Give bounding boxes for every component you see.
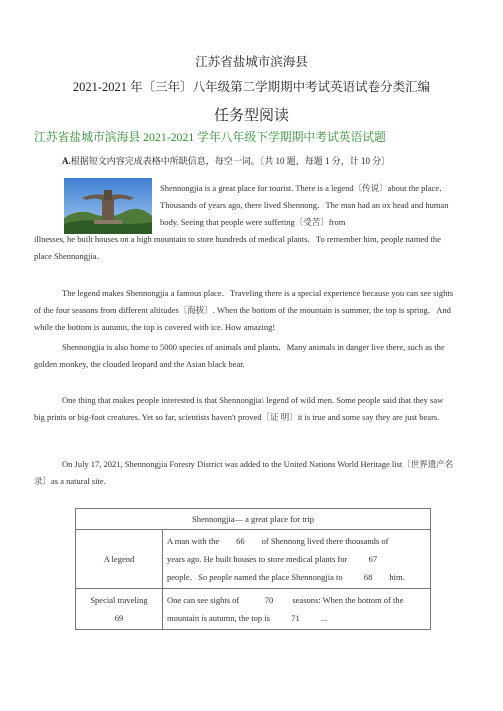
passage-paragraph-5: On July 17, 2021, Shennongjia Foresty District was added to the United Nations World Heritage list〔世界遗产名录〕as a natural site. (34, 459, 454, 486)
passage-paragraph-2: The legend makes Shennongjia a famous place．Traveling there is a special experience because you can see sights of the four seasons from different altitudes〔海拔〕. When the bottom of the mountain is summer, the top is spring．And while the bottom is autumn, the top is covered with ice. How amazing! (34, 288, 454, 332)
table-row (76, 530, 431, 589)
table-cell-line: years ago. He built houses to store medical plants for 67 (167, 554, 378, 564)
shennong-statue-image (64, 178, 152, 234)
passage-paragraph-4: One thing that makes people interested is that Shennongjia\ legend of wild men. Some people said that they saw big prints or big-foot creatures. Yet so far, scientists haven't proved〔证 明〕it is true and some say they are just bears. (34, 395, 444, 422)
table-cell-line: people．So people named the place Shennongjia to 68 him. (167, 572, 405, 582)
row-label-line: Special traveling (90, 595, 148, 605)
doc-header-title: 2021-2021 年〔三年〕八年级第二学期期中考试英语试卷分类汇编 (72, 80, 431, 94)
task-label: A. (62, 156, 71, 166)
passage-paragraph-1-wrapped: Shennongjia is a great place for tourist. There is a legend〔传说〕about the place．Thousands of years ago, there lived Shennong．The man had an ox head and human body. Seeing that people were suffering〔受苦〕from (160, 183, 449, 227)
doc-header-region: 江苏省盐城市滨海县 (195, 55, 308, 69)
blank-number: 69 (114, 613, 124, 623)
table-title: Shennongjia— a great place for trip (76, 509, 431, 530)
task-instruction (62, 154, 390, 167)
row-label-legend: A legend (76, 530, 163, 589)
passage-paragraph-1-rest: illnesses, he built houses on a high mountain to store hundreds of medical plants．To remember him, people named the place Shennongjia． (34, 234, 441, 261)
doc-section-heading: 任务型阅读 (213, 108, 289, 124)
task-instruction-text: 根据短文内容完成表格中所缺信息，每空一词。〔共 10 题，每题 1 分，计 10 分〕 (70, 156, 391, 166)
table-cell-line: A man with the 66 of Shennong lived there thousands of (167, 536, 389, 546)
row-content-legend (163, 530, 431, 589)
table-row (76, 589, 431, 630)
answer-table (75, 508, 431, 630)
passage-paragraph-3: Shennongjia is also home to 5000 species of animals and plants．Many animals in danger live there, such as the golden monkey, the clouded leopard and the Asian black bear. (34, 342, 445, 369)
exam-source-title: 江苏省盐城市滨海县 2021-2021 学年八年级下学期期中考试英语试题 (34, 130, 386, 144)
table-cell-line: mountain is autumn, the top is 71 ... (167, 613, 328, 623)
row-label-traveling (76, 589, 163, 630)
table-title-row (76, 509, 431, 530)
table-cell-line: One can see sights of 70 seasons: When the bottom of the (167, 595, 404, 605)
shennongjia-photo (64, 178, 152, 234)
row-content-traveling (163, 589, 431, 630)
